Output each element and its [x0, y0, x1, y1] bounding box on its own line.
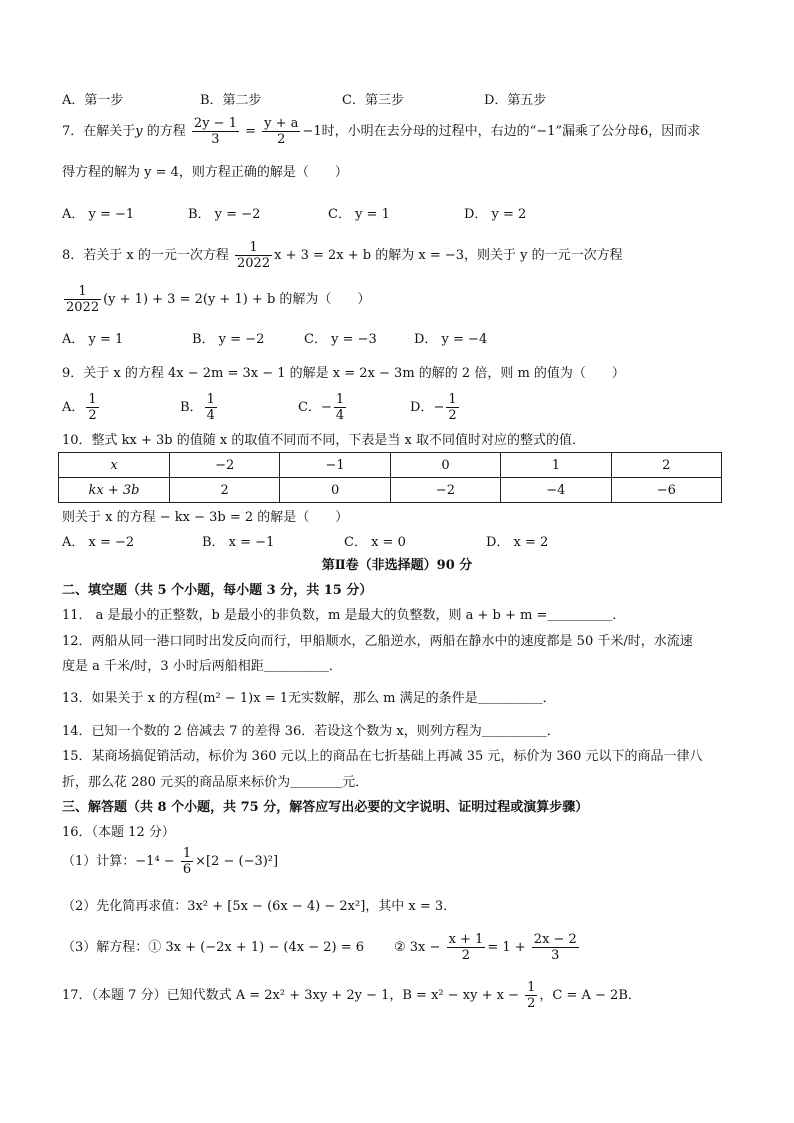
table-cell: 2	[611, 453, 721, 478]
q7-equal: =	[245, 124, 257, 139]
q10-option-c: C． x = 0	[344, 535, 406, 550]
q8-text: 8．若关于 x 的一元一次方程	[62, 248, 229, 263]
table-cell: 0	[390, 453, 500, 478]
q10-option-a: A． x = −2	[62, 535, 135, 550]
q7-fraction-left: $\frac{2y - 1}{3}$	[193, 116, 237, 147]
q10-option-d: D． x = 2	[486, 535, 549, 550]
table-cell: 2	[170, 478, 280, 503]
q6-option-d: D．第五步	[484, 93, 547, 108]
q16-part-3: （3）解方程：① 3x + (−2x + 1) − (4x − 2) = 6 ② 3x − $\frac{x + 1}{2}$ = 1 + $\frac{2x - 2}{3}$	[62, 932, 577, 963]
part-2-title: 第Ⅱ卷（非选择题）90 分	[321, 558, 473, 573]
section-2-title: 二、填空题（共 5 个小题，每小题 3 分，共 15 分）	[62, 583, 373, 598]
q10-option-b: B． x = −1	[202, 535, 275, 550]
q10-question-line: 则关于 x 的方程 − kx − 3b = 2 的解是（ ）	[62, 510, 349, 525]
table-cell: −2	[390, 478, 500, 503]
q15-line-2: 折，那么花 280 元买的商品原来标价为＿＿＿＿元．	[62, 775, 369, 790]
q9-option-d: D．− $\frac{1}{2}$	[410, 392, 457, 423]
q7-fraction-right: $\frac{y + a}{2}$	[264, 116, 299, 147]
question-16-title: 16．（本题 12 分）	[62, 825, 175, 840]
q8-option-c: C． y = −3	[304, 332, 377, 347]
question-7	[62, 112, 700, 152]
q8-fraction: $\frac{1}{2022}$	[237, 240, 271, 271]
q16-part-1: （1）计算：−1⁴ − $\frac{1}{6}$ ×[2 − (−3)²]	[62, 846, 279, 877]
table-row	[59, 478, 722, 503]
question-14: 14．已知一个数的 2 倍减去 7 的差得 36．若设这个数为 x，则列方程为＿＿＿＿＿．	[62, 724, 560, 739]
answer-blank[interactable]: ＿＿＿＿＿．	[481, 724, 560, 739]
question-10: 10．整式 kx + 3b 的值随 x 的取值不同而不同，下表是当 x 取不同值时对应的整式的值．	[62, 433, 585, 448]
q9-option-a: A． $\frac{1}{2}$	[62, 392, 97, 423]
q6-option-c: C．第三步	[342, 93, 404, 108]
q12-line-2: 度是 a 千米/时，3 小时后两船相距＿＿＿＿＿．	[62, 659, 342, 674]
question-17: 17．（本题 7 分）已知代数式 A = 2x² + 3xy + 2y − 1，B = x² − xy + x − $\frac{1}{2}$ ，C = A − 2B．	[62, 980, 641, 1011]
q10-value-table	[58, 452, 722, 503]
q7-var: y	[135, 124, 143, 139]
q7-option-a: A． y = −1	[62, 207, 135, 222]
q6-option-a: A．第一步	[62, 93, 124, 108]
q16-fraction-3: $\frac{2x - 2}{3}$	[533, 932, 577, 963]
table-cell: x	[59, 453, 170, 478]
answer-blank[interactable]: ＿＿＿＿＿．	[263, 659, 342, 674]
q8-line-2	[62, 280, 370, 320]
q16-fraction-2: $\frac{x + 1}{2}$	[448, 932, 484, 963]
q7-option-c: C． y = 1	[328, 207, 390, 222]
table-row	[59, 453, 722, 478]
table-cell: −1	[280, 453, 390, 478]
q8-option-a: A． y = 1	[62, 332, 124, 347]
q6-option-b: B．第二步	[200, 93, 262, 108]
table-cell: kx + 3b	[59, 478, 170, 503]
table-cell: −6	[611, 478, 721, 503]
q7-line-2: 得方程的解为 y = 4，则方程正确的解是（ ）	[62, 165, 348, 180]
q7-text: 7．在解关于	[62, 124, 136, 139]
question-11: 11． a 是最小的正整数，b 是最小的非负数，m 是最大的负整数，则 a + b + m =＿＿＿＿＿．	[62, 608, 626, 623]
q16-fraction: $\frac{1}{6}$	[182, 846, 192, 877]
question-12: 12．两船从同一港口同时出发反向而行，甲船顺水，乙船逆水，两船在静水中的速度都是 50 千米/时，水流速	[62, 634, 693, 649]
answer-blank[interactable]: ＿＿＿＿＿．	[547, 608, 626, 623]
q8-option-d: D． y = −4	[414, 332, 488, 347]
table-cell: −4	[501, 478, 611, 503]
answer-blank[interactable]: ＿＿＿＿	[290, 775, 343, 790]
q8-option-b: B． y = −2	[192, 332, 265, 347]
q9-option-c: C．− $\frac{1}{4}$	[298, 392, 345, 423]
q13-expression: (m² − 1)x = 1	[198, 691, 289, 706]
question-13: 13．如果关于 x 的方程(m² − 1)x = 1无实数解，那么 m 满足的条件是＿＿＿＿＿．	[62, 691, 556, 706]
table-cell: 0	[280, 478, 390, 503]
q17-fraction: $\frac{1}{2}$	[527, 980, 536, 1011]
q7-tail: −1时，小明在去分母的过程中，右边的“−1”漏乘了公分母6，因而求	[302, 124, 701, 139]
q16-part-2: （2）先化简再求值：3x² + [5x − (6x − 4) − 2x²]，其中 x = 3．	[62, 899, 457, 914]
q9-option-b: B． $\frac{1}{4}$	[180, 392, 215, 423]
table-cell: 1	[501, 453, 611, 478]
q8-text-2: x + 3 = 2x + b 的解为 x = −3，则关于 y 的一元一次方程	[274, 248, 623, 263]
q7-text-2: 的方程	[142, 124, 186, 139]
section-3-title: 三、解答题（共 8 个小题，共 75 分，解答应写出必要的文字说明、证明过程或演算步骤）	[62, 800, 589, 815]
q7-option-d: D． y = 2	[464, 207, 527, 222]
question-9: 9．关于 x 的方程 4x − 2m = 3x − 1 的解是 x = 2x − 3m 的解的 2 倍，则 m 的值为（ ）	[62, 366, 625, 381]
q8-fraction-2: $\frac{1}{2022}$	[66, 284, 100, 315]
table-cell: −2	[170, 453, 280, 478]
question-15: 15．某商场搞促销活动，标价为 360 元以上的商品在七折基础上再减 35 元，标价为 360 元以下的商品一律八	[62, 749, 703, 764]
q7-option-b: B． y = −2	[188, 207, 261, 222]
q8-tail: (y + 1) + 3 = 2(y + 1) + b 的解为（ ）	[103, 292, 371, 307]
answer-blank[interactable]: ＿＿＿＿＿．	[477, 691, 556, 706]
question-8	[62, 236, 623, 276]
